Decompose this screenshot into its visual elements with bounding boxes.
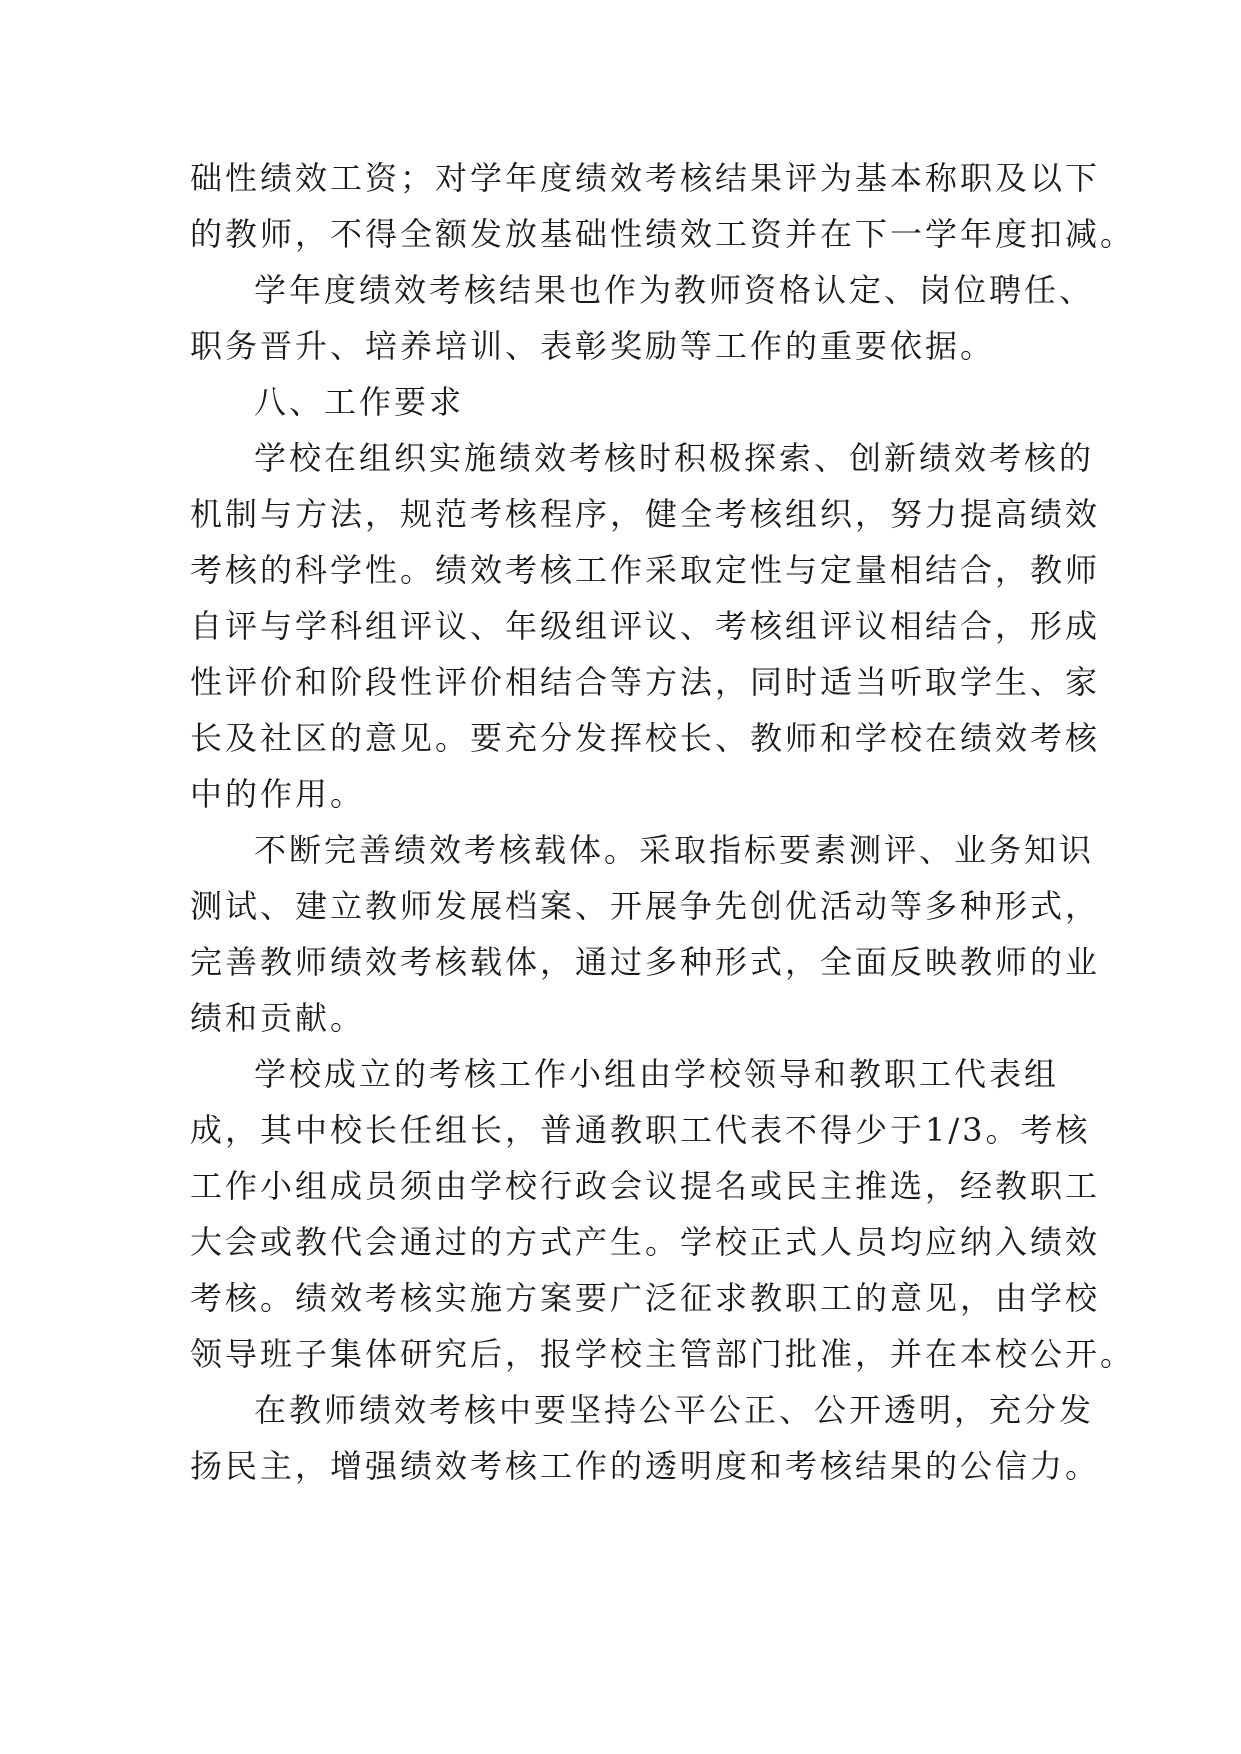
- paragraph: [190, 822, 1101, 1046]
- paragraph: [190, 262, 1095, 374]
- document-body: [190, 150, 1136, 1494]
- section-heading: [190, 374, 1070, 430]
- text-line: 长及社区的意见。要充分发挥校长、教师和学校在绩效考核: [190, 719, 1101, 757]
- text-line: 学校在组织实施绩效考核时积极探索、创新绩效考核的: [254, 439, 1095, 477]
- text-line: 完善教师绩效考核载体，通过多种形式，全面反映教师的业: [190, 943, 1101, 981]
- text-line: 学校成立的考核工作小组由学校领导和教职工代表组: [254, 1055, 1060, 1093]
- text-line: 测试、建立教师发展档案、开展争先创优活动等多种形式，: [190, 887, 1101, 925]
- text-line: 不断完善绩效考核载体。采取指标要素测评、业务知识: [254, 831, 1095, 869]
- text-line: 考核。绩效考核实施方案要广泛征求教职工的意见，由学校: [190, 1279, 1101, 1317]
- text-line: 学年度绩效考核结果也作为教师资格认定、岗位聘任、: [254, 271, 1095, 309]
- text-line: 大会或教代会通过的方式产生。学校正式人员均应纳入绩效: [190, 1223, 1101, 1261]
- paragraph: [190, 1382, 1101, 1494]
- text-line: 性评价和阶段性评价相结合等方法，同时适当听取学生、家: [190, 663, 1101, 701]
- text-line: 扬民主，增强绩效考核工作的透明度和考核结果的公信力。: [190, 1447, 1101, 1485]
- text-line: 绩和贡献。: [190, 999, 366, 1037]
- text-line: 的教师，不得全额发放基础性绩效工资并在下一学年度扣减。: [190, 215, 1136, 253]
- text-line: 在教师绩效考核中要坚持公平公正、公开透明，充分发: [254, 1391, 1095, 1429]
- text-line: 自评与学科组评议、年级组评议、考核组评议相结合，形成: [190, 607, 1101, 645]
- paragraph: [190, 430, 1101, 822]
- paragraph: [190, 150, 1136, 262]
- text-line: 中的作用。: [190, 775, 366, 813]
- text-line: 考核的科学性。绩效考核工作采取定性与定量相结合，教师: [190, 551, 1101, 589]
- text-line: 成，其中校长任组长，普通教职工代表不得少于1/3。考核: [190, 1111, 1091, 1149]
- text-line: 职务晋升、培养培训、表彰奖励等工作的重要依据。: [190, 327, 996, 365]
- text-line: 机制与方法，规范考核程序，健全考核组织，努力提高绩效: [190, 495, 1101, 533]
- paragraph: [190, 1046, 1136, 1382]
- text-line: 础性绩效工资；对学年度绩效考核结果评为基本称职及以下: [190, 159, 1101, 197]
- text-line: 领导班子集体研究后，报学校主管部门批准，并在本校公开。: [190, 1335, 1136, 1373]
- heading-text: 八、工作要求: [254, 383, 465, 421]
- text-line: 工作小组成员须由学校行政会议提名或民主推选，经教职工: [190, 1167, 1101, 1205]
